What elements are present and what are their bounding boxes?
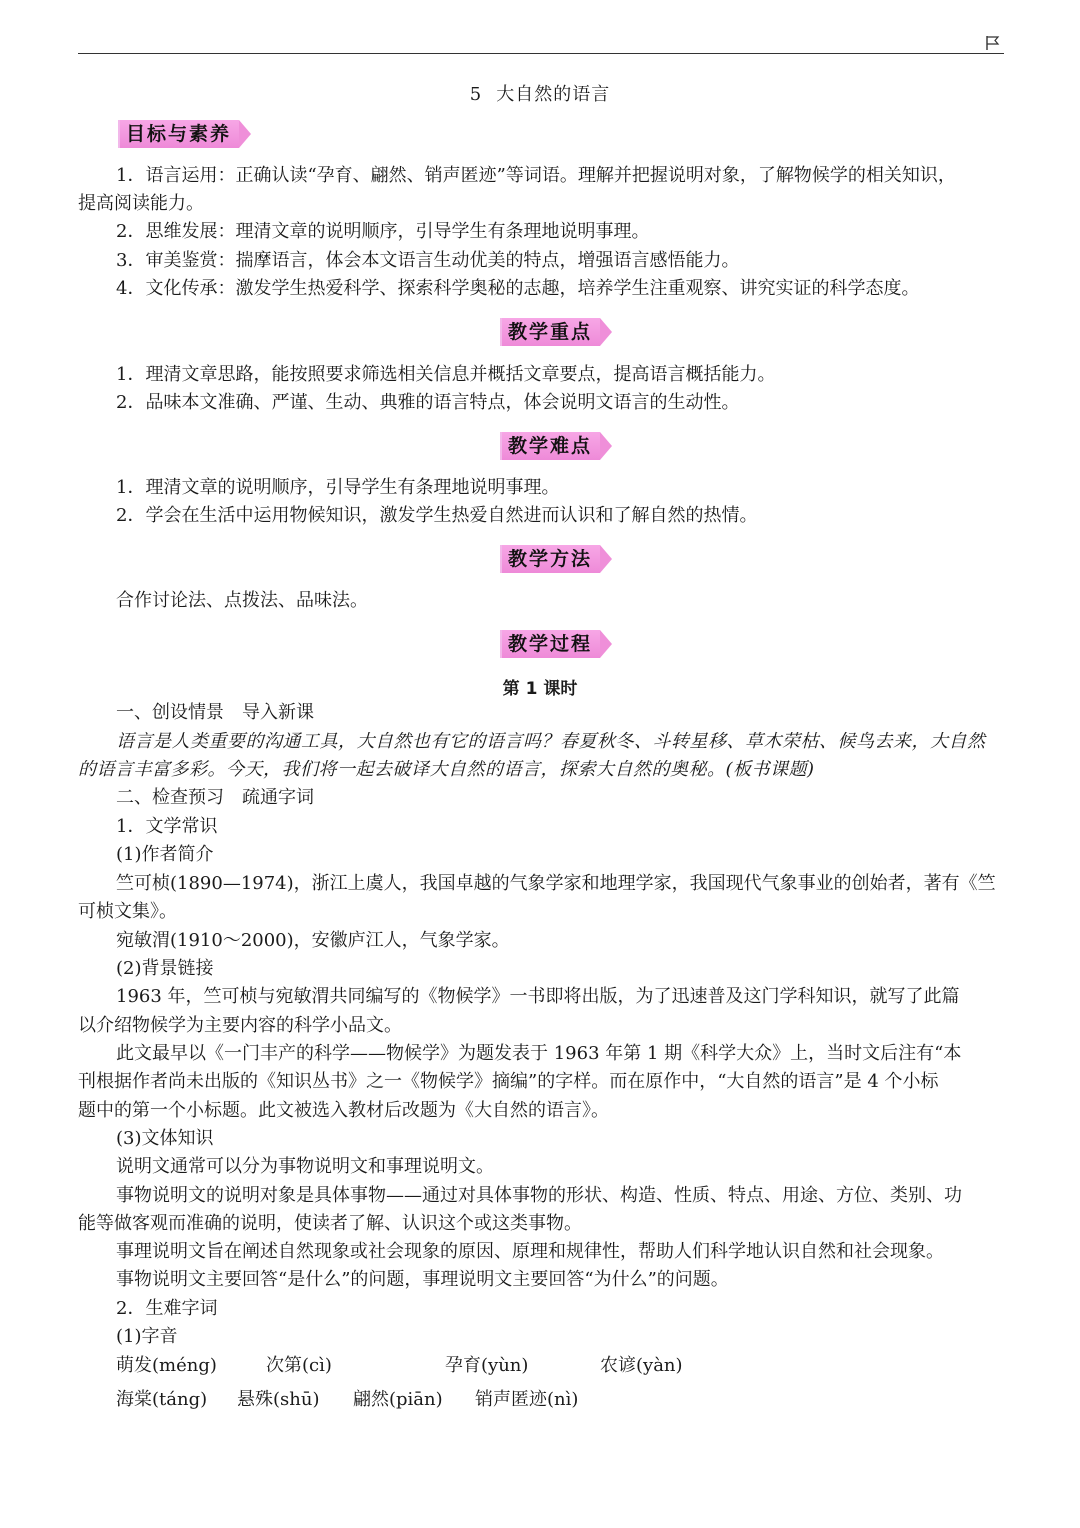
process-line: 刊根据作者尚未出版的《知识丛书》之一《物候学》摘编”的字样。而在原作中，“大自然的语言”是 4 个小标: [78, 1071, 939, 1092]
pinyin-item: 农谚(yàn): [600, 1355, 683, 1376]
goal-line: 4．文化传承：激发学生热爱科学、探索科学奥秘的志趣，培养学生注重观察、讲究实证的科学态度。: [116, 278, 920, 299]
section-tag-methods: 教学方法: [500, 544, 612, 574]
pinyin-item: 悬殊(shū): [237, 1389, 320, 1410]
goal-line: 1．语言运用：正确认读“孕育、翩然、销声匿迹”等词语。理解并把握说明对象，了解物候学的相关知识，: [116, 165, 956, 186]
section-tag-key-points: 教学重点: [500, 317, 612, 347]
process-line: (1)字音: [116, 1326, 178, 1347]
lesson-title-text: 大自然的语言: [496, 84, 611, 105]
process-heading: 一、创设情景 导入新课: [116, 702, 314, 723]
process-line: 竺可桢(1890—1974)，浙江上虞人，我国卓越的气象学家和地理学家，我国现代气象事业的创始者，著有《竺: [116, 873, 996, 894]
pinyin-item: 翩然(piān): [353, 1389, 443, 1410]
process-line: 宛敏渭(1910～2000)，安徽庐江人，气象学家。: [116, 930, 510, 951]
process-line: 事物说明文的说明对象是具体事物——通过对具体事物的形状、构造、性质、特点、用途、方位、类别、功: [116, 1185, 962, 1206]
difficulty-line: 2．学会在生活中运用物候知识，激发学生热爱自然进而认识和了解自然的热情。: [116, 505, 758, 526]
process-line: 能等做客观而准确的说明，使读者了解、认识这个或这类事物。: [78, 1213, 582, 1234]
process-line: 事物说明文主要回答“是什么”的问题，事理说明文主要回答“为什么”的问题。: [116, 1269, 729, 1290]
process-line: (1)作者简介: [116, 844, 214, 865]
pinyin-item: 次第(cì): [266, 1355, 332, 1376]
lesson-number: 5: [469, 84, 483, 105]
process-line: 的语言丰富多彩。今天，我们将一起去破译大自然的语言，探索大自然的奥秘。(板书课题): [78, 759, 815, 780]
process-line: (2)背景链接: [116, 958, 214, 979]
lesson-title: [0, 80, 1080, 106]
process-line: 2．生难字词: [116, 1298, 218, 1319]
section-tag-goals: 目标与素养: [118, 119, 251, 149]
process-line: 1．文学常识: [116, 816, 218, 837]
pinyin-item: 萌发(méng): [116, 1355, 217, 1376]
process-line: 以介绍物候学为主要内容的科学小品文。: [78, 1015, 402, 1036]
goal-line: 3．审美鉴赏：揣摩语言，体会本文语言生动优美的特点，增强语言感悟能力。: [116, 250, 740, 271]
key-point-line: 2．品味本文准确、严谨、生动、典雅的语言特点，体会说明文语言的生动性。: [116, 392, 740, 413]
section-tag-difficulties: 教学难点: [500, 431, 612, 461]
lesson-period-heading: 第 1 课时: [502, 679, 578, 699]
process-line: 事理说明文旨在阐述自然现象或社会现象的原因、原理和规律性，帮助人们科学地认识自然和社会现象。: [116, 1241, 944, 1262]
process-line: 语言是人类重要的沟通工具，大自然也有它的语言吗？春夏秋冬、斗转星移、草木荣枯、候鸟去来，大自然: [116, 731, 986, 752]
header-rule: [78, 53, 1004, 54]
pinyin-item: 孕育(yùn): [445, 1355, 529, 1376]
pinyin-item: 销声匿迹(nì): [475, 1389, 579, 1410]
goal-line: 提高阅读能力。: [78, 193, 204, 214]
goal-line: 2．思维发展：理清文章的说明顺序，引导学生有条理地说明事理。: [116, 221, 650, 242]
key-point-line: 1．理清文章思路，能按照要求筛选相关信息并概括文章要点，提高语言概括能力。: [116, 364, 776, 385]
process-line: 题中的第一个小标题。此文被选入教材后改题为《大自然的语言》。: [78, 1100, 609, 1121]
process-line: 可桢文集》。: [78, 901, 177, 922]
process-heading: 二、检查预习 疏通字词: [116, 787, 314, 808]
process-line: 1963 年，竺可桢与宛敏渭共同编写的《物候学》一书即将出版，为了迅速普及这门学科知识，就写了此篇: [116, 986, 960, 1007]
pinyin-item: 海棠(táng): [116, 1389, 208, 1410]
section-tag-process: 教学过程: [500, 629, 612, 659]
process-line: (3)文体知识: [116, 1128, 214, 1149]
process-line: 此文最早以《一门丰产的科学——物候学》为题发表于 1963 年第 1 期《科学大众》上，当时文后注有“本: [116, 1043, 962, 1064]
difficulty-line: 1．理清文章的说明顺序，引导学生有条理地说明事理。: [116, 477, 560, 498]
method-line: 合作讨论法、点拨法、品味法。: [116, 590, 368, 611]
process-line: 说明文通常可以分为事物说明文和事理说明文。: [116, 1156, 494, 1177]
flag-icon: [985, 35, 1003, 51]
